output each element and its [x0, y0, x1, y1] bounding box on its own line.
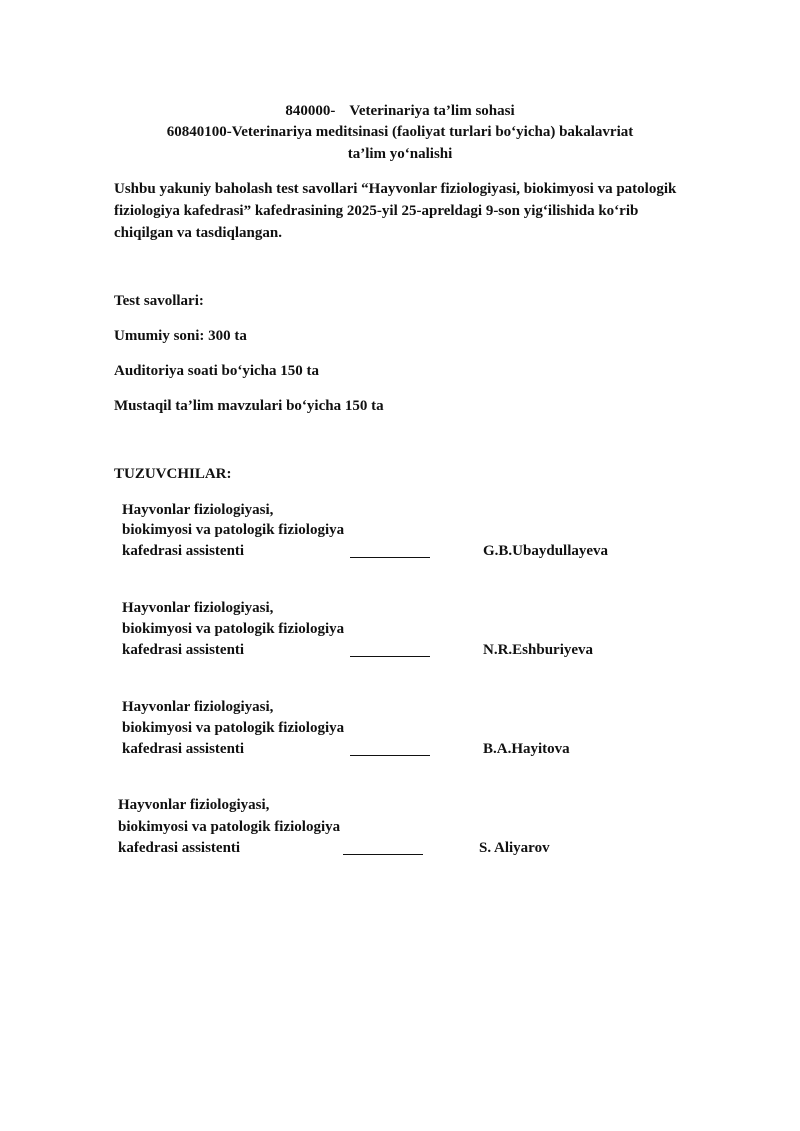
author-role-line-1: Hayvonlar fiziologiyasi,: [122, 600, 274, 616]
program-title-cont: ta’lim yo‘nalishi: [347, 146, 453, 162]
stats-auditorium: Auditoriya soati bo‘yicha 150 ta: [114, 363, 320, 379]
signature-line: [350, 557, 430, 558]
author-role-line-3: kafedrasi assistenti: [122, 642, 245, 658]
domain-title: [0, 101, 800, 121]
domain-name: Veterinariya ta’lim sohasi: [349, 103, 515, 119]
signature-line: [350, 656, 430, 657]
author-name: N.R.Eshburiyeva: [483, 642, 594, 658]
intro-line-3: chiqilgan va tasdiqlangan.: [114, 225, 282, 241]
author-role-line-2: biokimyosi va patologik fiziologiya: [122, 621, 345, 637]
author-role-line-2: biokimyosi va patologik fiziologiya: [122, 522, 345, 538]
intro-line-2: fiziologiya kafedrasi” kafedrasining 2025-yil 25-apreldagi 9-son yig‘ilishida ko‘rib: [114, 203, 639, 219]
intro-line-1: Ushbu yakuniy baholash test savollari “Hayvonlar fiziologiyasi, biokimyosi va patologik: [114, 181, 677, 197]
author-role-line-1: Hayvonlar fiziologiyasi,: [122, 699, 274, 715]
domain-code: 840000-: [285, 103, 336, 119]
author-role-line-2: biokimyosi va patologik fiziologiya: [122, 720, 345, 736]
author-role-line-3: kafedrasi assistenti: [122, 741, 245, 757]
stats-total: Umumiy soni: 300 ta: [114, 328, 247, 344]
author-name: S. Aliyarov: [479, 840, 550, 856]
author-role-line-2: biokimyosi va patologik fiziologiya: [118, 819, 341, 835]
author-role-line-1: Hayvonlar fiziologiyasi,: [118, 797, 270, 813]
author-name: G.B.Ubaydullayeva: [483, 543, 609, 559]
author-name: B.A.Hayitova: [483, 741, 570, 757]
author-role-line-3: kafedrasi assistenti: [122, 543, 245, 559]
author-role-line-3: kafedrasi assistenti: [118, 840, 241, 856]
stats-independent: Mustaqil ta’lim mavzulari bo‘yicha 150 ta: [114, 398, 384, 414]
signature-line: [350, 755, 430, 756]
program-title: 60840100-Veterinariya meditsinasi (faoliyat turlari bo‘yicha) bakalavriat: [166, 124, 634, 140]
author-role-line-1: Hayvonlar fiziologiyasi,: [122, 502, 274, 518]
authors-heading: TUZUVCHILAR:: [114, 466, 232, 482]
signature-line: [343, 854, 423, 855]
stats-heading: Test savollari:: [114, 293, 204, 309]
